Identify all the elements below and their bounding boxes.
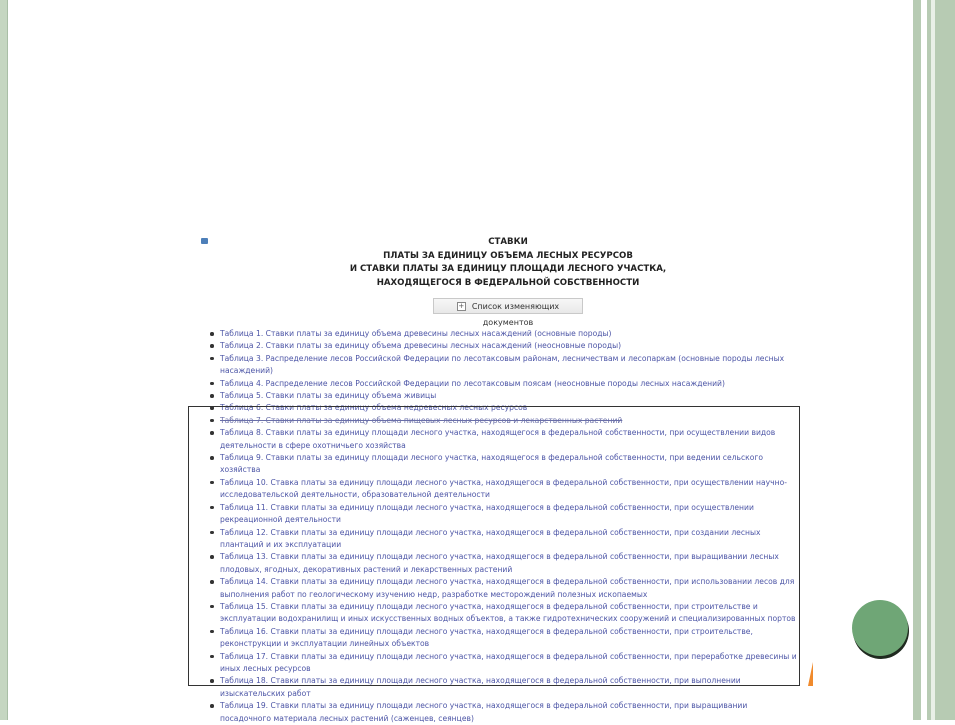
- changes-list-label: Список изменяющих документов: [471, 302, 560, 327]
- toc-link-table-18[interactable]: Таблица 18. Ставки платы за единицу площади лесного участка, находящегося в федеральной собственности, при выполнении изыскательских работ: [188, 675, 802, 700]
- slide-frame-left: [0, 0, 8, 720]
- decorative-circle: [852, 600, 908, 656]
- table-of-contents: [188, 328, 802, 725]
- toc-link-table-17[interactable]: Таблица 17. Ставки платы за единицу площади лесного участка, находящегося в федеральной собственности, при переработке древесины и иных лесных ресурсов: [188, 651, 802, 676]
- toc-link-table-13[interactable]: Таблица 13. Ставки платы за единицу площади лесного участка, находящегося в федеральной собственности, при выращивании лесных плодовых, ягодных, декоративных растений и лекарственных растений: [188, 551, 802, 576]
- toc-link-table-9[interactable]: Таблица 9. Ставки платы за единицу площади лесного участка, находящегося в федеральной собственности, при ведении сельского хозяйства: [188, 452, 802, 477]
- bookmark-icon[interactable]: [201, 238, 208, 244]
- toc-link-table-4[interactable]: Таблица 4. Распределение лесов Российской Федерации по лесотаксовым поясам (неосновные породы лесных насаждений): [188, 378, 802, 390]
- toc-link-table-5[interactable]: Таблица 5. Ставки платы за единицу объема живицы: [188, 390, 802, 402]
- toc-link-table-1[interactable]: Таблица 1. Ставки платы за единицу объема древесины лесных насаждений (основные породы): [188, 328, 802, 340]
- changes-list-button[interactable]: [433, 298, 583, 327]
- document-content: [188, 230, 802, 725]
- title-line: ПЛАТЫ ЗА ЕДИНИЦУ ОБЪЕМА ЛЕСНЫХ РЕСУРСОВ: [383, 250, 633, 261]
- toc-link-table-11[interactable]: Таблица 11. Ставки платы за единицу площади лесного участка, находящегося в федеральной собственности, при осуществлении рекреационной деятельности: [188, 502, 802, 527]
- expand-plus-icon: +: [458, 302, 465, 310]
- toc-link-table-19[interactable]: Таблица 19. Ставки платы за единицу площади лесного участка, находящегося в федеральной собственности, при выращивании посадочного материала лесных растений (саженцев, сеянцев): [188, 700, 802, 725]
- toc-link-table-14[interactable]: Таблица 14. Ставки платы за единицу площади лесного участка, находящегося в федеральной собственности, при использовании лесов для выполнения работ по геологическому изучению недр, разработке месторождений полезных ископаемых: [188, 576, 802, 601]
- toc-link-table-15[interactable]: Таблица 15. Ставки платы за единицу площади лесного участка, находящегося в федеральной собственности, при строительстве и эксплуатации водохранилищ и иных искусственных водных объектов, а также гидротехнических сооружений и специализированных портов: [188, 601, 802, 626]
- title-line: НАХОДЯЩЕГОСЯ В ФЕДЕРАЛЬНОЙ СОБСТВЕННОСТИ: [376, 277, 640, 288]
- orange-accent-mark: [808, 662, 813, 686]
- toc-link-table-12[interactable]: Таблица 12. Ставки платы за единицу площади лесного участка, находящегося в федеральной собственности, при создании лесных плантаций и их эксплуатации: [188, 527, 802, 552]
- title-line: И СТАВКИ ПЛАТЫ ЗА ЕДИНИЦУ ПЛОЩАДИ ЛЕСНОГО УЧАСТКА,: [349, 264, 667, 274]
- slide-frame-right: [911, 0, 955, 720]
- toc-link-table-3[interactable]: Таблица 3. Распределение лесов Российской Федерации по лесотаксовым районам, лесничествам и лесопаркам (основные породы лесных насаждений): [188, 353, 802, 378]
- document-title: [188, 236, 802, 290]
- title-line: СТАВКИ: [488, 237, 528, 247]
- toc-link-table-7[interactable]: Таблица 7. Ставки платы за единицу объема пищевых лесных ресурсов и лекарственных растений: [188, 415, 802, 427]
- toc-link-table-8[interactable]: Таблица 8. Ставки платы за единицу площади лесного участка, находящегося в федеральной собственности, при осуществлении видов деятельности в сфере охотничьего хозяйства: [188, 427, 802, 452]
- toc-link-table-6[interactable]: Таблица 6. Ставки платы за единицу объема недревесных лесных ресурсов: [188, 402, 802, 414]
- toc-link-table-16[interactable]: Таблица 16. Ставки платы за единицу площади лесного участка, находящегося в федеральной собственности, при строительстве, реконструкции и эксплуатации линейных объектов: [188, 626, 802, 651]
- toc-link-table-2[interactable]: Таблица 2. Ставки платы за единицу объема древесины лесных насаждений (неосновные породы): [188, 340, 802, 352]
- toc-link-table-10[interactable]: Таблица 10. Ставка платы за единицу площади лесного участка, находящегося в федеральной собственности, при осуществлении научно-исследовательской деятельности, образовательной деятельности: [188, 477, 802, 502]
